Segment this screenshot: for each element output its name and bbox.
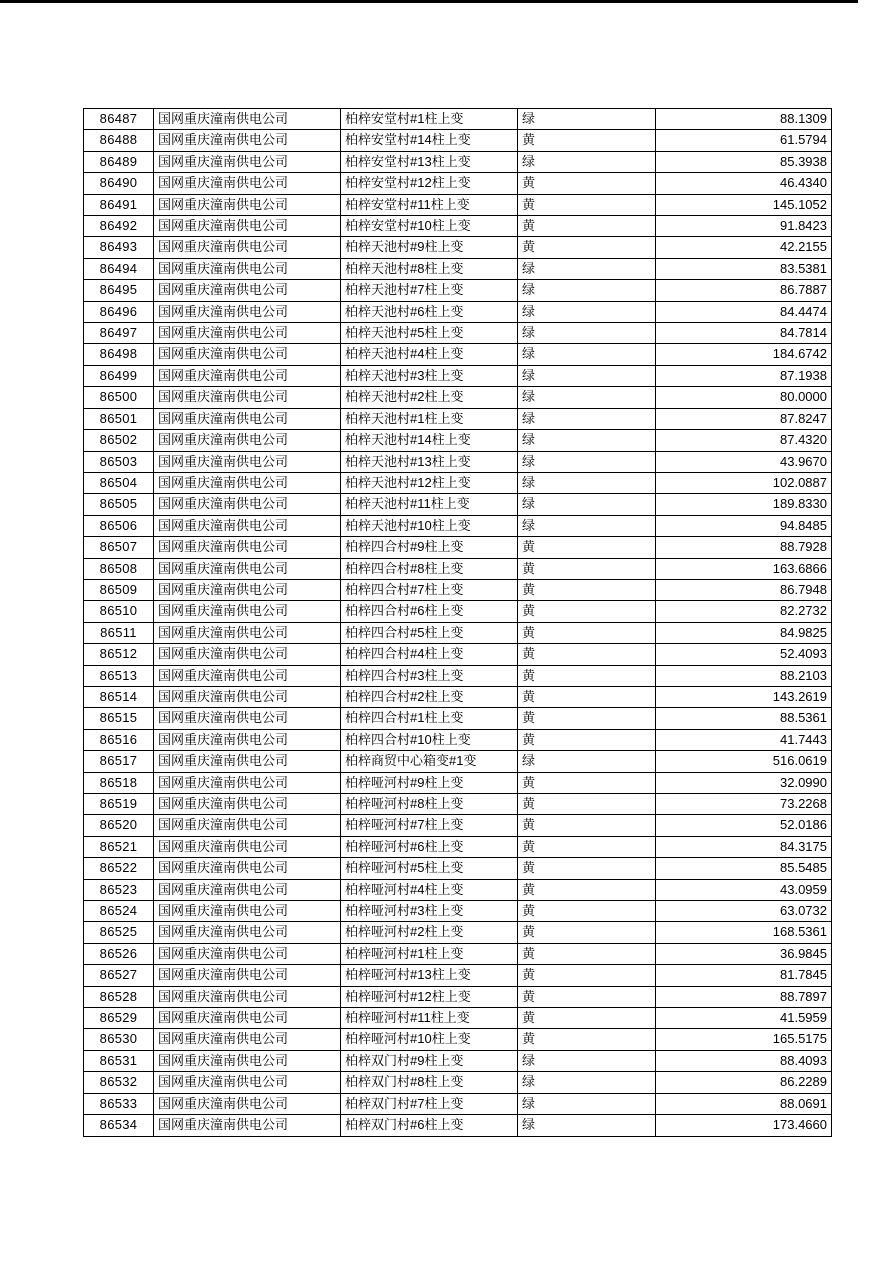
table-row bbox=[84, 515, 832, 536]
cell-row-id: 86500 bbox=[84, 387, 154, 408]
cell-status-label: 绿 bbox=[518, 515, 656, 536]
cell-company-name: 国网重庆潼南供电公司 bbox=[154, 537, 341, 558]
cell-transformer-name: 柏梓天池村#12柱上变 bbox=[341, 472, 518, 493]
cell-status-label: 黄 bbox=[518, 708, 656, 729]
cell-load-value: 84.7814 bbox=[656, 323, 832, 344]
cell-row-id: 86496 bbox=[84, 301, 154, 322]
cell-transformer-name: 柏梓哑河村#10柱上变 bbox=[341, 1029, 518, 1050]
cell-load-value: 82.2732 bbox=[656, 601, 832, 622]
table-row bbox=[84, 494, 832, 515]
cell-status-label: 黄 bbox=[518, 922, 656, 943]
table-row bbox=[84, 194, 832, 215]
cell-load-value: 102.0887 bbox=[656, 472, 832, 493]
cell-status-label: 绿 bbox=[518, 1115, 656, 1136]
cell-row-id: 86489 bbox=[84, 151, 154, 172]
cell-company-name: 国网重庆潼南供电公司 bbox=[154, 494, 341, 515]
cell-status-label: 绿 bbox=[518, 301, 656, 322]
cell-load-value: 88.2103 bbox=[656, 665, 832, 686]
table-row bbox=[84, 430, 832, 451]
table-row bbox=[84, 237, 832, 258]
cell-row-id: 86508 bbox=[84, 558, 154, 579]
cell-row-id: 86527 bbox=[84, 965, 154, 986]
cell-transformer-name: 柏梓天池村#8柱上变 bbox=[341, 258, 518, 279]
table-row bbox=[84, 323, 832, 344]
cell-company-name: 国网重庆潼南供电公司 bbox=[154, 858, 341, 879]
cell-load-value: 88.7897 bbox=[656, 986, 832, 1007]
cell-status-label: 黄 bbox=[518, 986, 656, 1007]
cell-status-label: 绿 bbox=[518, 151, 656, 172]
cell-load-value: 84.4474 bbox=[656, 301, 832, 322]
cell-status-label: 绿 bbox=[518, 472, 656, 493]
cell-company-name: 国网重庆潼南供电公司 bbox=[154, 815, 341, 836]
cell-transformer-name: 柏梓双门村#6柱上变 bbox=[341, 1115, 518, 1136]
cell-transformer-name: 柏梓安堂村#14柱上变 bbox=[341, 130, 518, 151]
cell-transformer-name: 柏梓哑河村#2柱上变 bbox=[341, 922, 518, 943]
table-row bbox=[84, 1029, 832, 1050]
cell-load-value: 173.4660 bbox=[656, 1115, 832, 1136]
cell-company-name: 国网重庆潼南供电公司 bbox=[154, 922, 341, 943]
cell-row-id: 86491 bbox=[84, 194, 154, 215]
cell-company-name: 国网重庆潼南供电公司 bbox=[154, 237, 341, 258]
cell-company-name: 国网重庆潼南供电公司 bbox=[154, 109, 341, 130]
cell-row-id: 86526 bbox=[84, 943, 154, 964]
cell-status-label: 黄 bbox=[518, 558, 656, 579]
cell-transformer-name: 柏梓天池村#3柱上变 bbox=[341, 365, 518, 386]
cell-transformer-name: 柏梓哑河村#9柱上变 bbox=[341, 772, 518, 793]
table-row bbox=[84, 130, 832, 151]
cell-status-label: 绿 bbox=[518, 408, 656, 429]
cell-load-value: 189.8330 bbox=[656, 494, 832, 515]
cell-row-id: 86493 bbox=[84, 237, 154, 258]
cell-load-value: 87.4320 bbox=[656, 430, 832, 451]
cell-company-name: 国网重庆潼南供电公司 bbox=[154, 301, 341, 322]
cell-company-name: 国网重庆潼南供电公司 bbox=[154, 943, 341, 964]
table-row bbox=[84, 1050, 832, 1071]
cell-company-name: 国网重庆潼南供电公司 bbox=[154, 729, 341, 750]
table-row bbox=[84, 922, 832, 943]
cell-load-value: 88.4093 bbox=[656, 1050, 832, 1071]
table-row bbox=[84, 772, 832, 793]
cell-company-name: 国网重庆潼南供电公司 bbox=[154, 622, 341, 643]
cell-transformer-name: 柏梓天池村#11柱上变 bbox=[341, 494, 518, 515]
table-row bbox=[84, 344, 832, 365]
cell-company-name: 国网重庆潼南供电公司 bbox=[154, 130, 341, 151]
top-border-line bbox=[0, 0, 858, 3]
cell-row-id: 86495 bbox=[84, 280, 154, 301]
cell-company-name: 国网重庆潼南供电公司 bbox=[154, 515, 341, 536]
cell-status-label: 黄 bbox=[518, 579, 656, 600]
cell-row-id: 86513 bbox=[84, 665, 154, 686]
cell-load-value: 46.4340 bbox=[656, 173, 832, 194]
table-row bbox=[84, 708, 832, 729]
cell-company-name: 国网重庆潼南供电公司 bbox=[154, 173, 341, 194]
cell-transformer-name: 柏梓天池村#7柱上变 bbox=[341, 280, 518, 301]
cell-row-id: 86515 bbox=[84, 708, 154, 729]
cell-transformer-name: 柏梓四合村#5柱上变 bbox=[341, 622, 518, 643]
cell-transformer-name: 柏梓安堂村#13柱上变 bbox=[341, 151, 518, 172]
table-row bbox=[84, 601, 832, 622]
cell-row-id: 86487 bbox=[84, 109, 154, 130]
cell-status-label: 绿 bbox=[518, 280, 656, 301]
cell-load-value: 85.5485 bbox=[656, 858, 832, 879]
table-row bbox=[84, 901, 832, 922]
cell-row-id: 86525 bbox=[84, 922, 154, 943]
table-row bbox=[84, 151, 832, 172]
table-row bbox=[84, 558, 832, 579]
cell-load-value: 87.8247 bbox=[656, 408, 832, 429]
table-row bbox=[84, 879, 832, 900]
cell-transformer-name: 柏梓双门村#8柱上变 bbox=[341, 1072, 518, 1093]
table-row bbox=[84, 1072, 832, 1093]
cell-load-value: 184.6742 bbox=[656, 344, 832, 365]
cell-row-id: 86494 bbox=[84, 258, 154, 279]
cell-transformer-name: 柏梓四合村#1柱上变 bbox=[341, 708, 518, 729]
cell-status-label: 黄 bbox=[518, 836, 656, 857]
cell-transformer-name: 柏梓安堂村#10柱上变 bbox=[341, 216, 518, 237]
cell-transformer-name: 柏梓哑河村#11柱上变 bbox=[341, 1008, 518, 1029]
table-row bbox=[84, 258, 832, 279]
cell-load-value: 63.0732 bbox=[656, 901, 832, 922]
cell-load-value: 85.3938 bbox=[656, 151, 832, 172]
table-row bbox=[84, 858, 832, 879]
cell-transformer-name: 柏梓双门村#7柱上变 bbox=[341, 1093, 518, 1114]
cell-company-name: 国网重庆潼南供电公司 bbox=[154, 751, 341, 772]
cell-company-name: 国网重庆潼南供电公司 bbox=[154, 665, 341, 686]
table-container bbox=[83, 108, 832, 1137]
cell-load-value: 41.5959 bbox=[656, 1008, 832, 1029]
cell-row-id: 86514 bbox=[84, 686, 154, 707]
cell-row-id: 86528 bbox=[84, 986, 154, 1007]
table-row bbox=[84, 644, 832, 665]
table-row bbox=[84, 686, 832, 707]
table-row bbox=[84, 301, 832, 322]
cell-load-value: 86.7887 bbox=[656, 280, 832, 301]
cell-company-name: 国网重庆潼南供电公司 bbox=[154, 258, 341, 279]
cell-status-label: 黄 bbox=[518, 216, 656, 237]
cell-status-label: 黄 bbox=[518, 1008, 656, 1029]
cell-transformer-name: 柏梓哑河村#13柱上变 bbox=[341, 965, 518, 986]
cell-status-label: 绿 bbox=[518, 365, 656, 386]
cell-row-id: 86529 bbox=[84, 1008, 154, 1029]
cell-status-label: 黄 bbox=[518, 879, 656, 900]
cell-load-value: 84.3175 bbox=[656, 836, 832, 857]
cell-status-label: 绿 bbox=[518, 430, 656, 451]
cell-load-value: 83.5381 bbox=[656, 258, 832, 279]
cell-transformer-name: 柏梓天池村#14柱上变 bbox=[341, 430, 518, 451]
cell-status-label: 黄 bbox=[518, 772, 656, 793]
cell-status-label: 绿 bbox=[518, 1072, 656, 1093]
cell-row-id: 86505 bbox=[84, 494, 154, 515]
cell-row-id: 86490 bbox=[84, 173, 154, 194]
cell-load-value: 36.9845 bbox=[656, 943, 832, 964]
cell-row-id: 86532 bbox=[84, 1072, 154, 1093]
cell-transformer-name: 柏梓天池村#9柱上变 bbox=[341, 237, 518, 258]
cell-row-id: 86520 bbox=[84, 815, 154, 836]
cell-load-value: 42.2155 bbox=[656, 237, 832, 258]
cell-transformer-name: 柏梓安堂村#11柱上变 bbox=[341, 194, 518, 215]
cell-row-id: 86533 bbox=[84, 1093, 154, 1114]
cell-transformer-name: 柏梓安堂村#1柱上变 bbox=[341, 109, 518, 130]
table-body bbox=[84, 109, 832, 1137]
cell-load-value: 84.9825 bbox=[656, 622, 832, 643]
cell-row-id: 86488 bbox=[84, 130, 154, 151]
cell-transformer-name: 柏梓哑河村#12柱上变 bbox=[341, 986, 518, 1007]
table-row bbox=[84, 1115, 832, 1136]
cell-transformer-name: 柏梓天池村#6柱上变 bbox=[341, 301, 518, 322]
cell-load-value: 81.7845 bbox=[656, 965, 832, 986]
table-row bbox=[84, 579, 832, 600]
table-row bbox=[84, 365, 832, 386]
cell-load-value: 143.2619 bbox=[656, 686, 832, 707]
cell-status-label: 黄 bbox=[518, 901, 656, 922]
cell-transformer-name: 柏梓四合村#9柱上变 bbox=[341, 537, 518, 558]
cell-status-label: 黄 bbox=[518, 194, 656, 215]
cell-transformer-name: 柏梓哑河村#8柱上变 bbox=[341, 794, 518, 815]
cell-status-label: 黄 bbox=[518, 237, 656, 258]
cell-company-name: 国网重庆潼南供电公司 bbox=[154, 1029, 341, 1050]
cell-load-value: 61.5794 bbox=[656, 130, 832, 151]
cell-row-id: 86524 bbox=[84, 901, 154, 922]
cell-status-label: 黄 bbox=[518, 644, 656, 665]
table-row bbox=[84, 943, 832, 964]
cell-load-value: 87.1938 bbox=[656, 365, 832, 386]
cell-transformer-name: 柏梓双门村#9柱上变 bbox=[341, 1050, 518, 1071]
cell-company-name: 国网重庆潼南供电公司 bbox=[154, 344, 341, 365]
cell-status-label: 黄 bbox=[518, 858, 656, 879]
cell-row-id: 86509 bbox=[84, 579, 154, 600]
cell-transformer-name: 柏梓安堂村#12柱上变 bbox=[341, 173, 518, 194]
cell-row-id: 86516 bbox=[84, 729, 154, 750]
cell-transformer-name: 柏梓天池村#4柱上变 bbox=[341, 344, 518, 365]
table-row bbox=[84, 216, 832, 237]
cell-load-value: 52.4093 bbox=[656, 644, 832, 665]
cell-transformer-name: 柏梓天池村#1柱上变 bbox=[341, 408, 518, 429]
cell-row-id: 86531 bbox=[84, 1050, 154, 1071]
cell-transformer-name: 柏梓哑河村#6柱上变 bbox=[341, 836, 518, 857]
cell-company-name: 国网重庆潼南供电公司 bbox=[154, 579, 341, 600]
cell-status-label: 黄 bbox=[518, 815, 656, 836]
cell-row-id: 86503 bbox=[84, 451, 154, 472]
cell-company-name: 国网重庆潼南供电公司 bbox=[154, 194, 341, 215]
cell-company-name: 国网重庆潼南供电公司 bbox=[154, 216, 341, 237]
table-row bbox=[84, 1008, 832, 1029]
cell-load-value: 80.0000 bbox=[656, 387, 832, 408]
cell-row-id: 86506 bbox=[84, 515, 154, 536]
cell-status-label: 黄 bbox=[518, 943, 656, 964]
cell-transformer-name: 柏梓哑河村#3柱上变 bbox=[341, 901, 518, 922]
cell-row-id: 86499 bbox=[84, 365, 154, 386]
cell-transformer-name: 柏梓四合村#6柱上变 bbox=[341, 601, 518, 622]
cell-load-value: 88.7928 bbox=[656, 537, 832, 558]
cell-load-value: 91.8423 bbox=[656, 216, 832, 237]
cell-company-name: 国网重庆潼南供电公司 bbox=[154, 365, 341, 386]
cell-status-label: 黄 bbox=[518, 729, 656, 750]
cell-row-id: 86510 bbox=[84, 601, 154, 622]
table-row bbox=[84, 408, 832, 429]
cell-load-value: 86.7948 bbox=[656, 579, 832, 600]
cell-company-name: 国网重庆潼南供电公司 bbox=[154, 280, 341, 301]
cell-status-label: 黄 bbox=[518, 173, 656, 194]
table-row bbox=[84, 537, 832, 558]
cell-status-label: 黄 bbox=[518, 665, 656, 686]
cell-status-label: 黄 bbox=[518, 965, 656, 986]
table-row bbox=[84, 729, 832, 750]
cell-row-id: 86492 bbox=[84, 216, 154, 237]
table-row bbox=[84, 173, 832, 194]
cell-company-name: 国网重庆潼南供电公司 bbox=[154, 430, 341, 451]
cell-transformer-name: 柏梓四合村#2柱上变 bbox=[341, 686, 518, 707]
cell-status-label: 绿 bbox=[518, 258, 656, 279]
cell-status-label: 黄 bbox=[518, 130, 656, 151]
cell-load-value: 145.1052 bbox=[656, 194, 832, 215]
cell-transformer-name: 柏梓天池村#13柱上变 bbox=[341, 451, 518, 472]
cell-load-value: 32.0990 bbox=[656, 772, 832, 793]
cell-company-name: 国网重庆潼南供电公司 bbox=[154, 472, 341, 493]
cell-row-id: 86504 bbox=[84, 472, 154, 493]
cell-status-label: 绿 bbox=[518, 494, 656, 515]
cell-row-id: 86502 bbox=[84, 430, 154, 451]
cell-company-name: 国网重庆潼南供电公司 bbox=[154, 1093, 341, 1114]
cell-company-name: 国网重庆潼南供电公司 bbox=[154, 387, 341, 408]
cell-load-value: 88.0691 bbox=[656, 1093, 832, 1114]
table-row bbox=[84, 1093, 832, 1114]
cell-company-name: 国网重庆潼南供电公司 bbox=[154, 601, 341, 622]
transformer-data-table bbox=[83, 108, 832, 1137]
cell-row-id: 86501 bbox=[84, 408, 154, 429]
cell-status-label: 绿 bbox=[518, 109, 656, 130]
cell-load-value: 163.6866 bbox=[656, 558, 832, 579]
cell-load-value: 88.5361 bbox=[656, 708, 832, 729]
cell-status-label: 黄 bbox=[518, 601, 656, 622]
table-row bbox=[84, 387, 832, 408]
cell-company-name: 国网重庆潼南供电公司 bbox=[154, 644, 341, 665]
cell-row-id: 86517 bbox=[84, 751, 154, 772]
table-row bbox=[84, 622, 832, 643]
cell-status-label: 绿 bbox=[518, 751, 656, 772]
cell-status-label: 绿 bbox=[518, 1050, 656, 1071]
cell-status-label: 绿 bbox=[518, 387, 656, 408]
cell-status-label: 绿 bbox=[518, 1093, 656, 1114]
cell-load-value: 41.7443 bbox=[656, 729, 832, 750]
cell-row-id: 86521 bbox=[84, 836, 154, 857]
cell-status-label: 黄 bbox=[518, 794, 656, 815]
table-row bbox=[84, 836, 832, 857]
cell-transformer-name: 柏梓天池村#10柱上变 bbox=[341, 515, 518, 536]
cell-row-id: 86530 bbox=[84, 1029, 154, 1050]
cell-company-name: 国网重庆潼南供电公司 bbox=[154, 965, 341, 986]
table-row bbox=[84, 472, 832, 493]
cell-load-value: 86.2289 bbox=[656, 1072, 832, 1093]
cell-row-id: 86534 bbox=[84, 1115, 154, 1136]
cell-load-value: 43.0959 bbox=[656, 879, 832, 900]
cell-transformer-name: 柏梓哑河村#4柱上变 bbox=[341, 879, 518, 900]
cell-status-label: 绿 bbox=[518, 344, 656, 365]
cell-company-name: 国网重庆潼南供电公司 bbox=[154, 686, 341, 707]
cell-company-name: 国网重庆潼南供电公司 bbox=[154, 708, 341, 729]
cell-transformer-name: 柏梓四合村#10柱上变 bbox=[341, 729, 518, 750]
table-row bbox=[84, 986, 832, 1007]
cell-status-label: 黄 bbox=[518, 686, 656, 707]
cell-row-id: 86498 bbox=[84, 344, 154, 365]
cell-company-name: 国网重庆潼南供电公司 bbox=[154, 879, 341, 900]
cell-load-value: 43.9670 bbox=[656, 451, 832, 472]
cell-company-name: 国网重庆潼南供电公司 bbox=[154, 323, 341, 344]
cell-company-name: 国网重庆潼南供电公司 bbox=[154, 986, 341, 1007]
cell-company-name: 国网重庆潼南供电公司 bbox=[154, 901, 341, 922]
cell-row-id: 86523 bbox=[84, 879, 154, 900]
table-row bbox=[84, 109, 832, 130]
cell-row-id: 86522 bbox=[84, 858, 154, 879]
cell-company-name: 国网重庆潼南供电公司 bbox=[154, 1050, 341, 1071]
cell-load-value: 94.8485 bbox=[656, 515, 832, 536]
cell-company-name: 国网重庆潼南供电公司 bbox=[154, 1072, 341, 1093]
cell-transformer-name: 柏梓天池村#5柱上变 bbox=[341, 323, 518, 344]
cell-row-id: 86512 bbox=[84, 644, 154, 665]
cell-load-value: 52.0186 bbox=[656, 815, 832, 836]
cell-status-label: 黄 bbox=[518, 1029, 656, 1050]
cell-load-value: 73.2268 bbox=[656, 794, 832, 815]
table-row bbox=[84, 280, 832, 301]
cell-company-name: 国网重庆潼南供电公司 bbox=[154, 794, 341, 815]
cell-status-label: 绿 bbox=[518, 451, 656, 472]
cell-company-name: 国网重庆潼南供电公司 bbox=[154, 1008, 341, 1029]
cell-load-value: 88.1309 bbox=[656, 109, 832, 130]
table-row bbox=[84, 451, 832, 472]
cell-transformer-name: 柏梓哑河村#1柱上变 bbox=[341, 943, 518, 964]
cell-row-id: 86497 bbox=[84, 323, 154, 344]
cell-company-name: 国网重庆潼南供电公司 bbox=[154, 408, 341, 429]
cell-transformer-name: 柏梓四合村#4柱上变 bbox=[341, 644, 518, 665]
cell-load-value: 168.5361 bbox=[656, 922, 832, 943]
table-row bbox=[84, 751, 832, 772]
cell-company-name: 国网重庆潼南供电公司 bbox=[154, 151, 341, 172]
cell-transformer-name: 柏梓四合村#7柱上变 bbox=[341, 579, 518, 600]
cell-row-id: 86507 bbox=[84, 537, 154, 558]
cell-company-name: 国网重庆潼南供电公司 bbox=[154, 451, 341, 472]
cell-status-label: 绿 bbox=[518, 323, 656, 344]
cell-company-name: 国网重庆潼南供电公司 bbox=[154, 836, 341, 857]
cell-status-label: 黄 bbox=[518, 622, 656, 643]
table-row bbox=[84, 665, 832, 686]
table-row bbox=[84, 794, 832, 815]
cell-transformer-name: 柏梓四合村#3柱上变 bbox=[341, 665, 518, 686]
cell-company-name: 国网重庆潼南供电公司 bbox=[154, 558, 341, 579]
cell-company-name: 国网重庆潼南供电公司 bbox=[154, 1115, 341, 1136]
cell-row-id: 86511 bbox=[84, 622, 154, 643]
table-row bbox=[84, 965, 832, 986]
cell-company-name: 国网重庆潼南供电公司 bbox=[154, 772, 341, 793]
cell-row-id: 86518 bbox=[84, 772, 154, 793]
cell-transformer-name: 柏梓哑河村#5柱上变 bbox=[341, 858, 518, 879]
cell-load-value: 165.5175 bbox=[656, 1029, 832, 1050]
cell-transformer-name: 柏梓哑河村#7柱上变 bbox=[341, 815, 518, 836]
cell-status-label: 黄 bbox=[518, 537, 656, 558]
cell-transformer-name: 柏梓商贸中心箱变#1变 bbox=[341, 751, 518, 772]
cell-row-id: 86519 bbox=[84, 794, 154, 815]
cell-transformer-name: 柏梓天池村#2柱上变 bbox=[341, 387, 518, 408]
table-row bbox=[84, 815, 832, 836]
cell-transformer-name: 柏梓四合村#8柱上变 bbox=[341, 558, 518, 579]
cell-load-value: 516.0619 bbox=[656, 751, 832, 772]
